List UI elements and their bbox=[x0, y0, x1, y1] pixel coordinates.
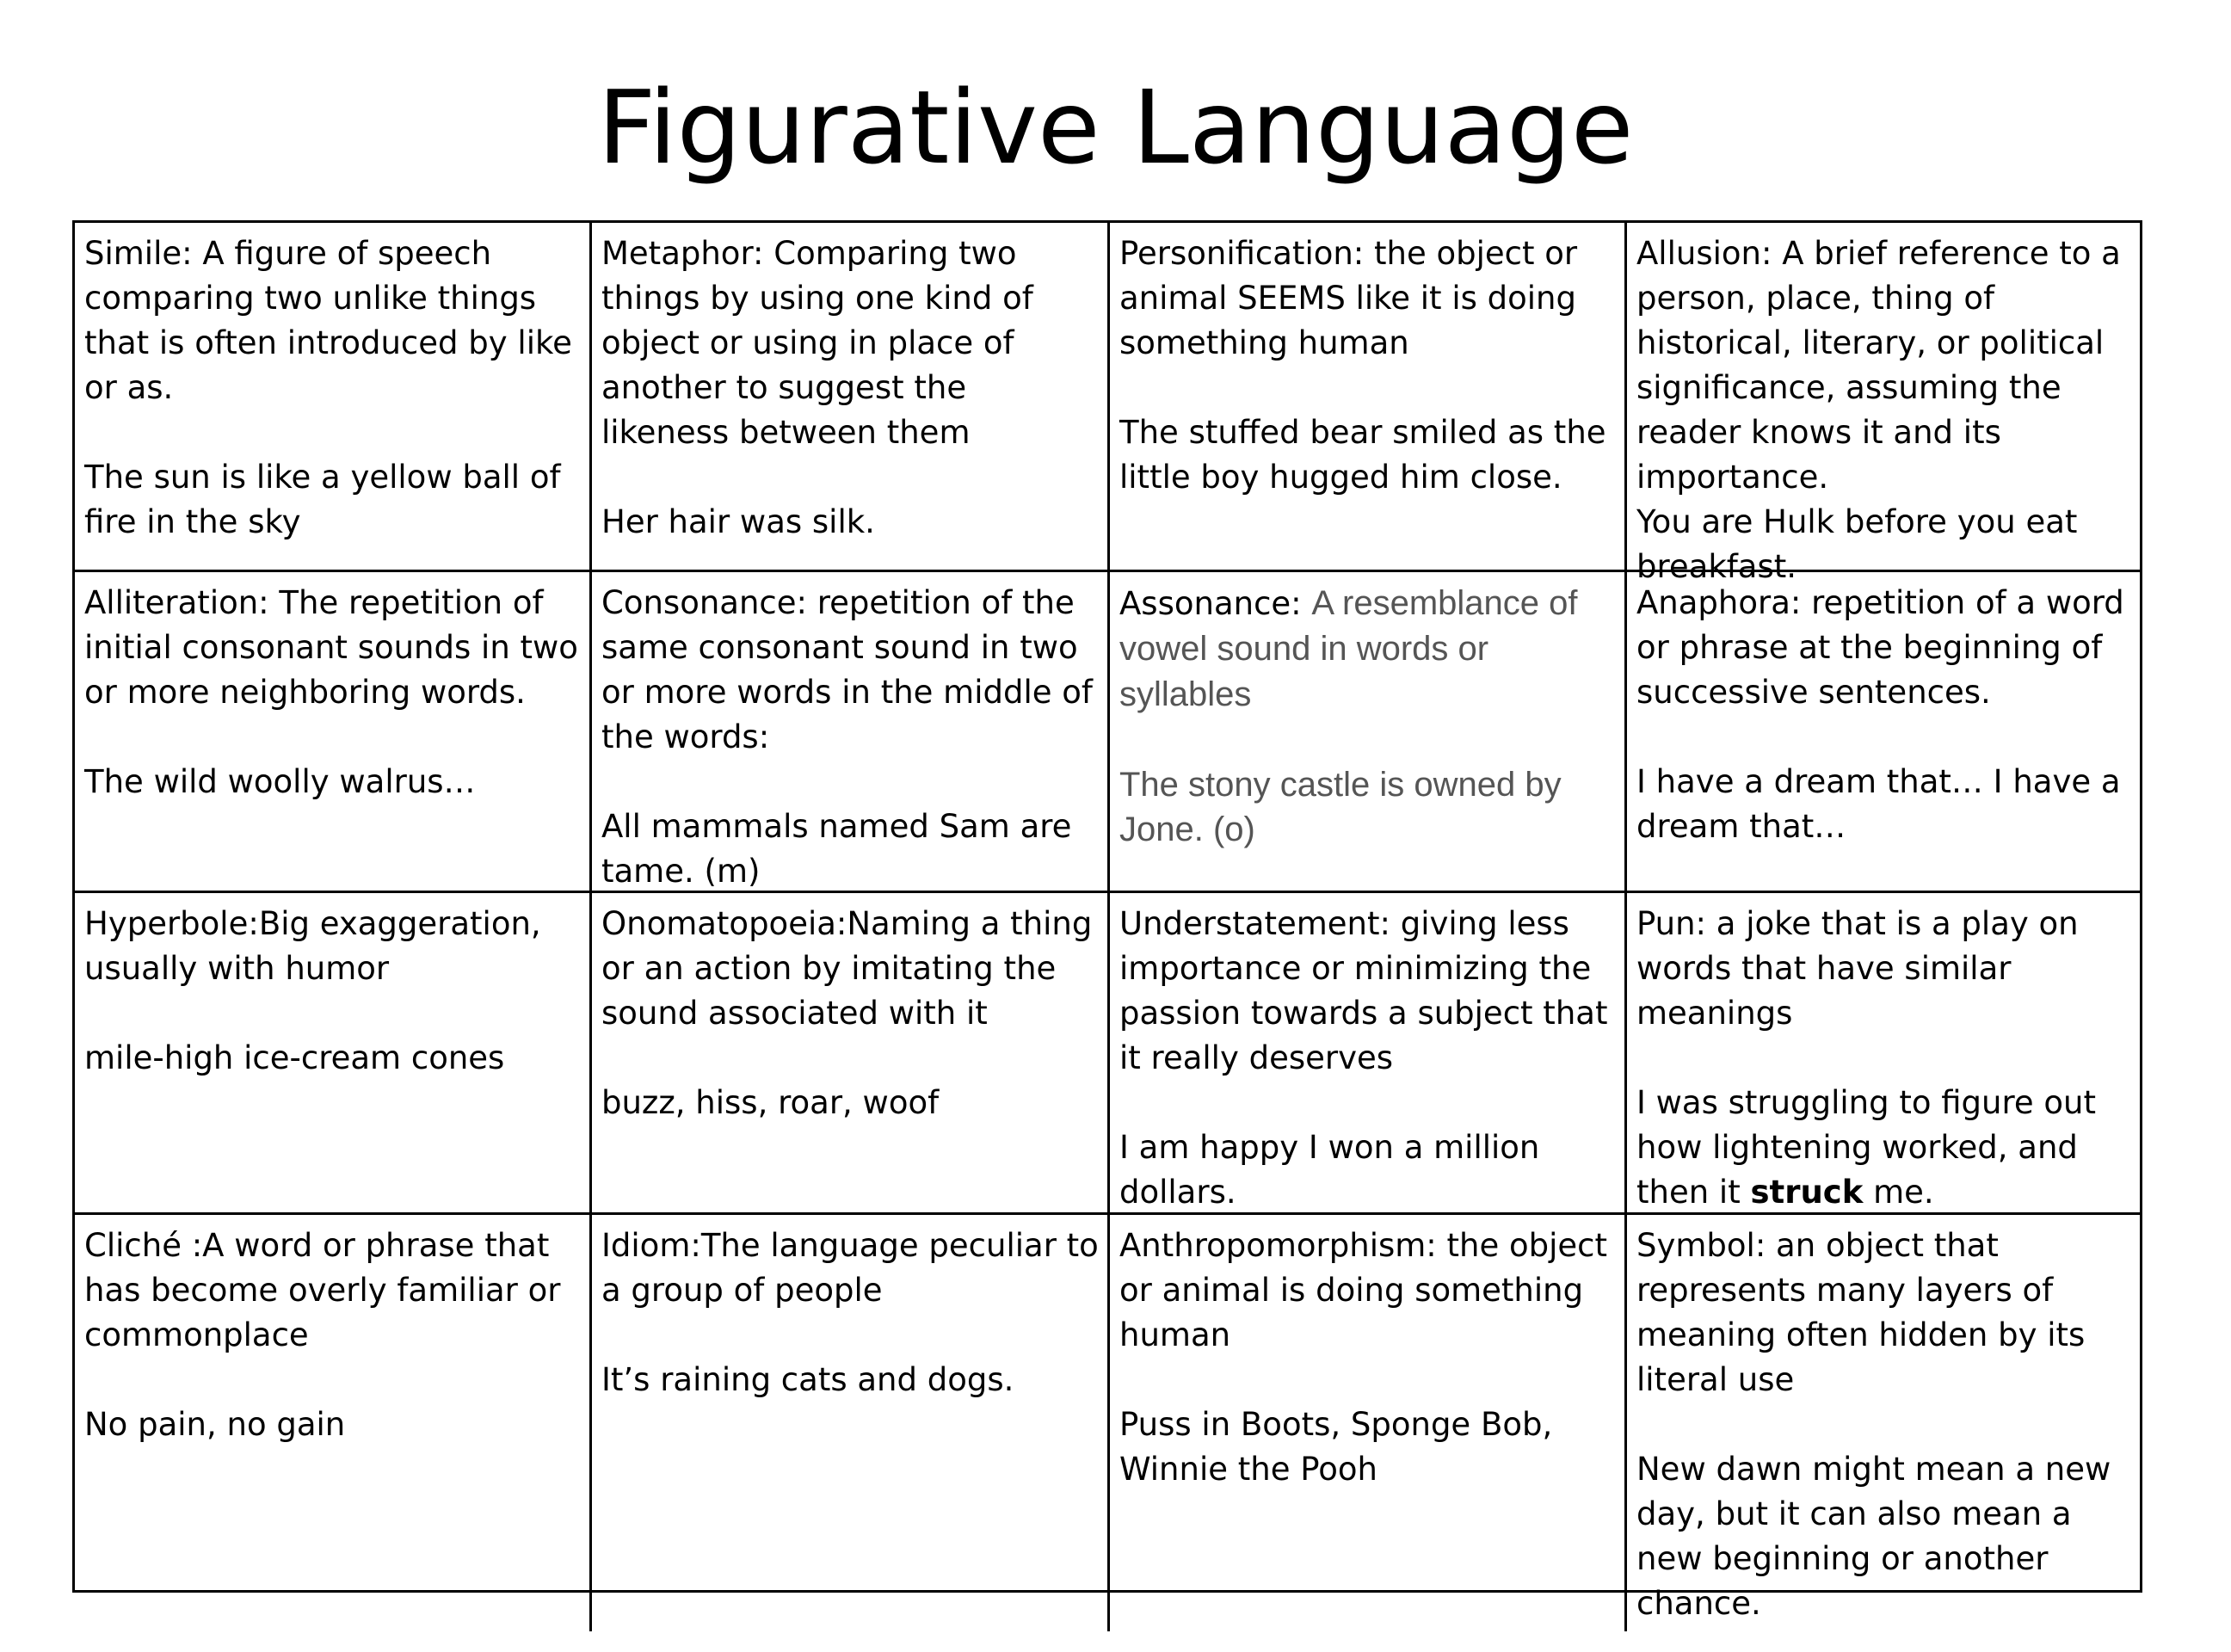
allusion-example: You are Hulk before you eat breakfast. bbox=[1636, 503, 2078, 585]
cell-simile bbox=[75, 223, 592, 572]
cell-idiom bbox=[592, 1215, 1110, 1631]
cell-metaphor bbox=[592, 223, 1110, 572]
assonance-example: The stony castle is owned by Jone. (o) bbox=[1119, 766, 1562, 848]
figurative-language-table bbox=[72, 220, 2142, 1622]
onomatopoeia-example: buzz, hiss, roar, woof bbox=[601, 1084, 940, 1121]
pun-example bbox=[1636, 1081, 2133, 1215]
cell-anaphora bbox=[1627, 572, 2140, 893]
cell-onomatopoeia bbox=[592, 893, 1110, 1215]
pun-example-start: I was struggling to figure out how lightening worked, and then it bbox=[1636, 1084, 2096, 1211]
onomatopoeia-definition: Onomatopoeia:Naming a thing or an action by imitating the sound associated with it bbox=[601, 905, 1093, 1032]
understatement-definition: Understatement: giving less importance or minimizing the passion towards a subject that it really deserves bbox=[1119, 905, 1608, 1076]
pun-definition: Pun: a joke that is a play on words that have similar meanings bbox=[1636, 905, 2079, 1032]
alliteration-example: The wild woolly walrus… bbox=[84, 763, 476, 800]
assonance-term: Assonance: bbox=[1119, 585, 1312, 622]
cell-understatement bbox=[1110, 893, 1627, 1215]
personification-definition: Personification: the object or animal SEEMS like it is doing something human bbox=[1119, 235, 1578, 361]
anthropomorphism-example: Puss in Boots, Sponge Bob, Winnie the Pooh bbox=[1119, 1406, 1553, 1488]
hyperbole-definition: Hyperbole:Big exaggeration, usually with humor bbox=[84, 905, 541, 987]
understatement-example: I am happy I won a million dollars. bbox=[1119, 1129, 1540, 1211]
cell-anthropomorphism bbox=[1110, 1215, 1627, 1631]
cell-personification bbox=[1110, 223, 1627, 572]
cell-alliteration bbox=[75, 572, 592, 893]
consonance-definition: Consonance: repetition of the same consonant sound in two or more words in the middle of the words: bbox=[601, 584, 1093, 755]
cell-assonance bbox=[1110, 572, 1627, 893]
assonance-definition-block bbox=[1119, 581, 1618, 718]
idiom-definition: Idiom:The language peculiar to a group of people bbox=[601, 1227, 1099, 1309]
hyperbole-example: mile-high ice-cream cones bbox=[84, 1039, 505, 1076]
cell-cliche bbox=[75, 1215, 592, 1631]
anaphora-definition: Anaphora: repetition of a word or phrase at the beginning of successive sentences. bbox=[1636, 584, 2124, 711]
pun-example-emphasis: struck bbox=[1750, 1174, 1864, 1211]
cell-symbol bbox=[1627, 1215, 2140, 1631]
metaphor-example: Her hair was silk. bbox=[601, 503, 875, 540]
pun-example-end: me. bbox=[1863, 1174, 1934, 1211]
allusion-definition: Allusion: A brief reference to a person, place, thing of historical, literary, or political significance, assuming the reader knows it and its importance. bbox=[1636, 235, 2121, 496]
idiom-example: It’s raining cats and dogs. bbox=[601, 1361, 1014, 1398]
page-title: Figurative Language bbox=[597, 68, 1634, 187]
cell-consonance bbox=[592, 572, 1110, 893]
metaphor-definition: Metaphor: Comparing two things by using one kind of object or using in place of another to suggest the likeness between them bbox=[601, 235, 1033, 451]
simile-definition: Simile: A figure of speech comparing two unlike things that is often introduced by like or as. bbox=[84, 235, 572, 406]
cell-hyperbole bbox=[75, 893, 592, 1215]
simile-example: The sun is like a yellow ball of fire in the sky bbox=[84, 459, 561, 540]
anthropomorphism-definition: Anthropomorphism: the object or animal is doing something human bbox=[1119, 1227, 1608, 1353]
alliteration-definition: Alliteration: The repetition of initial consonant sounds in two or more neighboring words. bbox=[84, 584, 578, 711]
anaphora-example: I have a dream that… I have a dream that… bbox=[1636, 763, 2121, 845]
consonance-example: All mammals named Sam are tame. (m) bbox=[601, 808, 1072, 890]
symbol-example: New dawn might mean a new day, but it can also mean a new beginning or another chance. bbox=[1636, 1451, 2111, 1622]
cell-pun bbox=[1627, 893, 2140, 1215]
cliche-example: No pain, no gain bbox=[84, 1406, 346, 1443]
symbol-definition: Symbol: an object that represents many layers of meaning often hidden by its literal use bbox=[1636, 1227, 2086, 1398]
cliche-definition: Cliché :A word or phrase that has become overly familiar or commonplace bbox=[84, 1227, 561, 1353]
assonance-definition: A resemblance of vowel sound in words or syllables bbox=[1119, 584, 1578, 713]
cell-allusion bbox=[1627, 223, 2140, 585]
personification-example: The stuffed bear smiled as the little boy hugged him close. bbox=[1119, 414, 1606, 496]
